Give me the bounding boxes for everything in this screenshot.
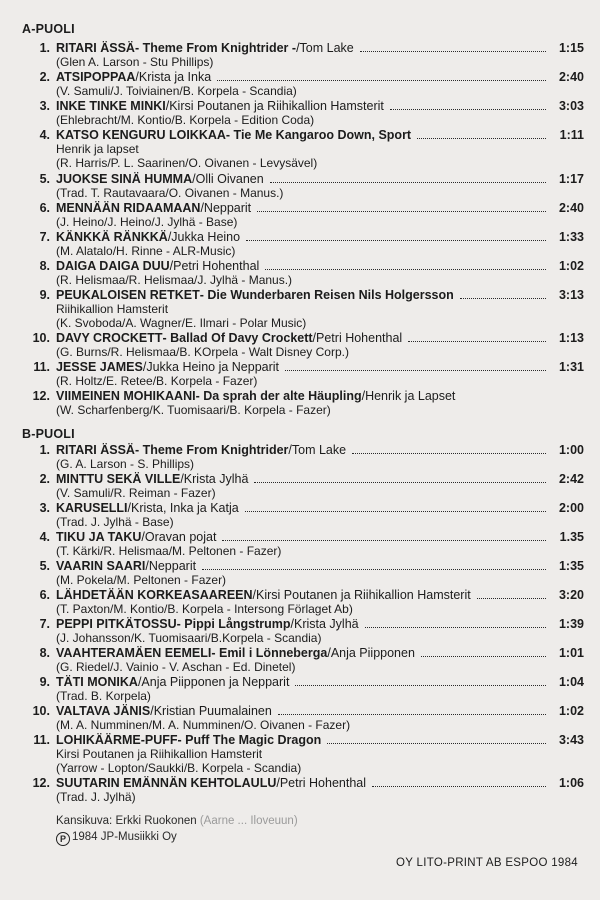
track-duration: 3:03 [558,99,584,113]
track-title: PEPPI PITKÄTOSSU [56,617,177,631]
track-title: SUUTARIN EMÄNNÄN KEHTOLAULU [56,776,277,790]
track-number: 3. [39,501,50,515]
track-number: 2. [39,70,50,84]
track-artist: /Krista, Inka ja Katja [127,501,239,515]
track-row [56,617,586,631]
track-credits: (Trad. J. Jylhä) [56,789,136,804]
track-title: RITARI ÄSSÄ [56,41,135,55]
track-row [56,128,586,142]
track-credits: (Ehlebracht/M. Kontio/B. Korpela - Edition Coda) [56,112,315,127]
track-title: VAARIN SAARI [56,559,146,573]
track-duration: 2:42 [558,472,584,486]
track-row [56,230,586,244]
track-artist: /Kirsi Poutanen ja Riihikallion Hamsterit [165,99,384,113]
dot-leader [257,201,546,212]
track-row [56,172,586,186]
printer-credit: OY LITO-PRINT AB ESPOO 1984 [396,857,578,869]
track-original-title: - Die Wunderbaren Reisen Nils Holgersson [199,288,454,302]
dot-leader [202,559,546,570]
track-title: JESSE JAMES [56,360,143,374]
track-number: 5. [39,559,50,573]
track-performer: Henrik ja lapset [56,141,139,156]
track-duration: 3:20 [558,588,584,602]
track-original-title: - Tie Me Kangaroo Down, Sport [225,128,412,142]
track-artist: /Oravan pojat [141,530,217,544]
track-artist: /Tom Lake [288,443,347,457]
track-title: KARUSELLI [56,501,128,515]
track-original-title: - Theme From Knightrider - [134,41,297,55]
track-duration: 3:13 [558,288,584,302]
track-duration: 1:06 [558,776,584,790]
track-number: 3. [39,99,50,113]
track-number: 4. [39,128,50,142]
track-title: VALTAVA JÄNIS [56,704,151,718]
dot-leader [265,259,546,270]
track-row [56,733,586,747]
dot-leader [285,360,546,371]
track-title: LÄHDETÄÄN KORKEASAAREEN [56,588,253,602]
track-title: MINTTU SEKÄ VILLE [56,472,181,486]
track-number: 4. [39,530,50,544]
track-title: VIIMEINEN MOHIKAANI [56,389,196,403]
track-duration: 1:13 [558,331,584,345]
track-number: 7. [39,230,50,244]
track-title: LOHIKÄÄRME-PUFF [56,733,178,747]
track-artist: /Petri Hohenthal [169,259,260,273]
track-duration: 1:02 [558,259,584,273]
track-artist: /Kristian Puumalainen [150,704,272,718]
track-number: 10. [32,331,50,345]
track-title: ATSIPOPPAA [56,70,136,84]
dot-leader [421,646,546,657]
track-row [56,675,586,689]
dot-leader [408,331,546,342]
track-duration: 1:35 [558,559,584,573]
dot-leader [222,530,546,541]
track-duration: 1:02 [558,704,584,718]
dot-leader [327,733,546,744]
track-number: 1. [39,41,50,55]
track-original-title: - Da sprah der alte Häupling [195,389,362,403]
track-duration: 2:40 [558,201,584,215]
dot-leader [460,288,546,299]
track-credits: (G. Riedel/J. Vainio - V. Aschan - Ed. Dinetel) [56,659,296,674]
dot-leader [245,501,546,512]
track-credits: (K. Svoboda/A. Wagner/E. Ilmari - Polar Music) [56,316,307,330]
track-credits: (M. Pokela/M. Peltonen - Fazer) [56,572,227,587]
dot-leader [352,443,546,454]
track-title: RITARI ÄSSÄ [56,443,135,457]
track-original-title: - Puff The Magic Dragon [177,733,322,747]
track-row [56,389,586,403]
copyright-text: 1984 JP-Musiikki Oy [72,831,177,843]
track-duration: 1:00 [558,443,584,457]
track-artist: /Anja Piipponen ja Nepparit [137,675,290,689]
track-credits: (W. Scharfenberg/K. Tuomisaari/B. Korpela - Fazer) [56,402,331,417]
track-artist: /Petri Hohenthal [276,776,367,790]
track-credits: (M. A. Numminen/M. A. Numminen/O. Oivanen - Fazer) [56,717,351,732]
track-artist: /Anja Piipponen [327,646,415,660]
track-row [56,704,586,718]
track-title: JUOKSE SINÄ HUMMA [56,172,193,186]
dot-leader [477,588,546,599]
track-row [56,99,586,113]
track-title: KATSO KENGURU LOIKKAA [56,128,226,142]
track-number: 6. [39,201,50,215]
track-title: TIKU JA TAKU [56,530,142,544]
track-original-title: - Ballad Of Davy Crockett [162,331,313,345]
track-artist: /Krista Jylhä [180,472,249,486]
track-number: 12. [32,389,50,403]
track-artist: /Tom Lake [296,41,354,55]
track-artist: /Petri Hohenthal [312,331,403,345]
dot-leader [372,776,546,787]
track-number: 5. [39,172,50,186]
track-credits: (Trad. T. Rautavaara/O. Oivanen - Manus.) [56,185,284,200]
copyright-line [56,830,177,846]
track-title: VAAHTERAMÄEN EEMELI [56,646,212,660]
track-duration: 1:39 [558,617,584,631]
track-credits: (V. Samuli/J. Toiviainen/B. Korpela - Scandia) [56,83,297,98]
track-row [56,559,586,573]
dot-leader [295,675,546,686]
track-duration: 1:11 [559,128,584,142]
dot-leader [217,70,546,81]
dot-leader [360,41,546,52]
track-duration: 1:33 [558,230,584,244]
track-row [56,201,586,215]
track-credits: (M. Alatalo/H. Rinne - ALR-Music) [56,243,236,258]
track-duration: 1.35 [559,530,584,544]
track-number: 9. [39,288,50,302]
track-credits: (Trad. B. Korpela) [56,688,151,703]
track-duration: 1:17 [558,172,584,186]
track-artist: /Nepparit [200,201,252,215]
track-credits: (Trad. J. Jylhä - Base) [56,514,174,529]
cover-artist: Kansikuva: Erkki Ruokonen [56,815,197,827]
cover-credit-faded: (Aarne ... Iloveuun) [199,815,298,827]
track-number: 2. [39,472,50,486]
track-duration: 1:01 [558,646,584,660]
dot-leader [390,99,546,110]
track-duration: 1:31 [558,360,584,374]
track-row [56,443,586,457]
track-performer: Riihikallion Hamsterit [56,301,169,316]
track-title: DAVY CROCKETT [56,331,163,345]
track-row [56,501,586,515]
track-original-title: - Pippi Långstrump [176,617,291,631]
track-performer: Kirsi Poutanen ja Riihikallion Hamsterit [56,746,263,761]
track-credits: (J. Heino/J. Heino/J. Jylhä - Base) [56,214,238,229]
track-artist: /Jukka Heino [167,230,241,244]
track-number: 6. [39,588,50,602]
track-title: PEUKALOISEN RETKET [56,288,200,302]
track-number: 7. [39,617,50,631]
cover-credit [56,814,298,828]
track-artist: /Olli Oivanen [192,172,264,186]
track-row [56,288,586,302]
track-artist: /Krista ja Inka [135,70,212,84]
track-credits: (G. A. Larson - S. Phillips) [56,456,195,471]
track-title: DAIGA DAIGA DUU [56,259,170,273]
track-row [56,530,586,544]
track-artist: /Henrik ja Lapset [361,389,456,403]
track-row [56,259,586,273]
track-credits: (Glen A. Larson - Stu Phillips) [56,54,214,69]
side-a-title: A-PUOLI [22,22,75,36]
track-duration: 3:43 [558,733,584,747]
track-original-title: - Emil i Lönneberga [211,646,328,660]
dot-leader [365,617,546,628]
dot-leader [254,472,546,483]
dot-leader [246,230,546,241]
dot-leader [270,172,546,183]
track-row [56,646,586,660]
track-row [56,472,586,486]
track-duration: 2:00 [558,501,584,515]
track-row [56,41,586,55]
track-title: INKE TINKE MINKI [56,99,166,113]
track-number: 8. [39,646,50,660]
track-number: 11. [33,360,50,374]
side-b-title: B-PUOLI [22,427,75,441]
track-artist: /Nepparit [145,559,197,573]
track-number: 1. [39,443,50,457]
track-title: TÄTI MONIKA [56,675,138,689]
dot-leader [278,704,546,715]
track-row [56,331,586,345]
track-row [56,360,586,374]
track-credits: (Yarrow - Lopton/Saukki/B. Korpela - Scandia) [56,761,302,775]
track-original-title: - Theme From Knightrider [134,443,289,457]
track-credits: (R. Helismaa/R. Helismaa/J. Jylhä - Manus.) [56,272,293,287]
track-title: MENNÄÄN RIDAAMAAN [56,201,201,215]
track-credits: (V. Samuli/R. Reiman - Fazer) [56,485,216,500]
track-row [56,70,586,84]
track-credits: (G. Burns/R. Helismaa/B. KOrpela - Walt Disney Corp.) [56,344,349,359]
track-number: 8. [39,259,50,273]
track-duration: 1:04 [558,675,584,689]
track-credits: (T. Kärki/R. Helismaa/M. Peltonen - Fazer) [56,543,282,558]
track-credits: (T. Paxton/M. Kontio/B. Korpela - Intersong Förlaget Ab) [56,601,353,616]
track-artist: /Jukka Heino ja Nepparit [142,360,280,374]
track-number: 12. [32,776,50,790]
track-duration: 2:40 [558,70,584,84]
track-number: 10. [32,704,50,718]
track-number: 11. [33,733,50,747]
phonogram-icon: P [56,832,70,846]
track-credits: (R. Harris/P. L. Saarinen/O. Oivanen - Levysävel) [56,156,318,170]
dot-leader [417,128,546,139]
track-artist: /Krista Jylhä [290,617,359,631]
track-number: 9. [39,675,50,689]
track-title: KÄNKKÄ RÄNKKÄ [56,230,168,244]
track-credits: (J. Johansson/K. Tuomisaari/B.Korpela - Scandia) [56,630,322,645]
track-row [56,588,586,602]
track-artist: /Kirsi Poutanen ja Riihikallion Hamsterit [252,588,471,602]
track-row [56,776,586,790]
track-credits: (R. Holtz/E. Retee/B. Korpela - Fazer) [56,373,258,388]
track-duration: 1:15 [558,41,584,55]
